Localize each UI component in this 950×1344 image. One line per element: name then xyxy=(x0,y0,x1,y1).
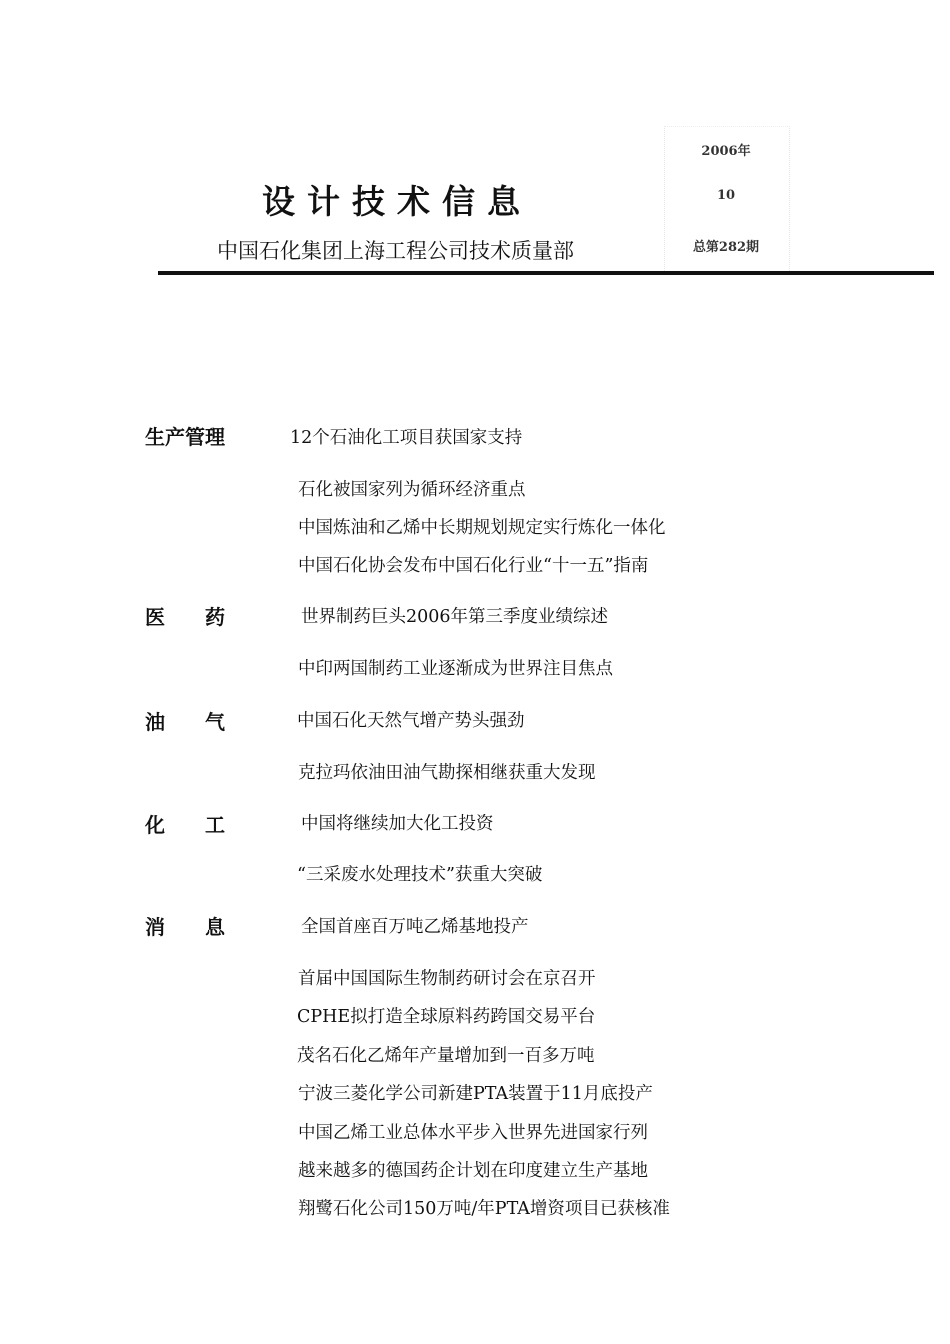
toc-item[interactable]: 宁波三菱化学公司新建PTA装置于11月底投产 xyxy=(298,1084,653,1104)
toc-item[interactable]: 中国乙烯工业总体水平步入世界先进国家行列 xyxy=(298,1123,648,1143)
organization-name: 中国石化集团上海工程公司技术质量部 xyxy=(217,239,574,263)
toc-item[interactable]: 全国首座百万吨乙烯基地投产 xyxy=(301,917,529,937)
toc-item[interactable]: 越来越多的德国药企计划在印度建立生产基地 xyxy=(298,1161,648,1181)
issue-total: 总第282期 xyxy=(692,240,760,255)
toc-item[interactable]: CPHE拟打造全球原料药跨国交易平台 xyxy=(297,1007,596,1027)
toc-item[interactable]: “三采废水处理技术”获重大突破 xyxy=(297,865,543,885)
toc-item[interactable]: 中国石化协会发布中国石化行业“十一五”指南 xyxy=(298,556,649,576)
toc-item[interactable]: 翔鹭石化公司150万吨/年PTA增资项目已获核准 xyxy=(298,1199,670,1219)
toc-item[interactable]: 12个石油化工项目获国家支持 xyxy=(290,428,523,448)
header-rule xyxy=(158,271,934,275)
section-label-production: 生产管理 xyxy=(145,425,225,449)
toc-item[interactable]: 中国炼油和乙烯中长期规划规定实行炼化一体化 xyxy=(298,518,666,538)
toc-item[interactable]: 克拉玛依油田油气勘探相继获重大发现 xyxy=(298,763,596,783)
issue-year: 2006年 xyxy=(701,144,751,159)
toc-item[interactable]: 茂名石化乙烯年产量增加到一百多万吨 xyxy=(297,1046,595,1066)
toc-item[interactable]: 中国将继续加大化工投资 xyxy=(301,814,494,834)
toc-item[interactable]: 首届中国国际生物制药研讨会在京召开 xyxy=(298,969,596,989)
section-label-pharma: 医 药 xyxy=(145,605,225,629)
toc-item[interactable]: 中国石化天然气增产势头强劲 xyxy=(297,711,525,731)
newsletter-title: 设计技术信息 xyxy=(262,182,532,221)
section-label-news: 消 息 xyxy=(145,915,225,939)
section-label-oil-gas: 油 气 xyxy=(145,710,225,734)
toc-item[interactable]: 中印两国制药工业逐渐成为世界注目焦点 xyxy=(298,659,613,679)
issue-number: 10 xyxy=(716,188,736,203)
section-label-chemical: 化 工 xyxy=(145,813,225,837)
toc-item[interactable]: 石化被国家列为循环经济重点 xyxy=(298,480,526,500)
toc-item[interactable]: 世界制药巨头2006年第三季度业绩综述 xyxy=(301,607,609,627)
